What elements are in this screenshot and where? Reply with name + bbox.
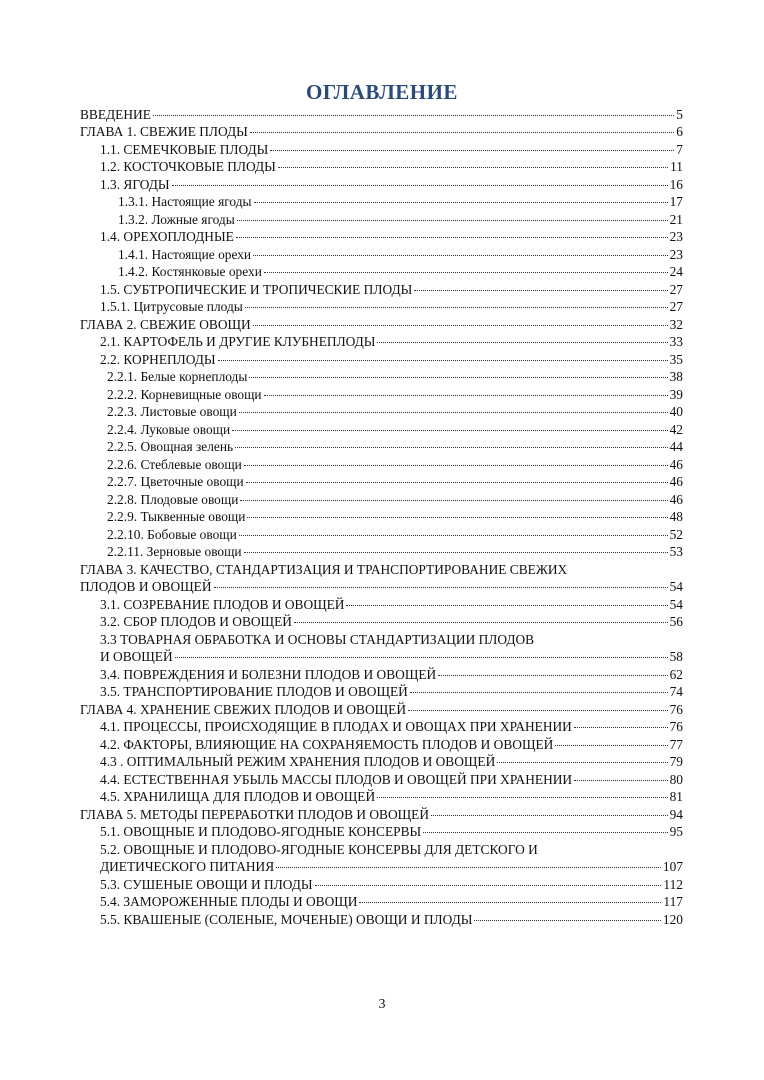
toc-entry[interactable]: [80, 647, 683, 665]
page-title: ОГЛАВЛЕНИЕ: [306, 80, 458, 104]
toc-entry-page: 79: [669, 754, 683, 769]
dot-leader: [247, 516, 667, 518]
toc-entry-first-line: 5.2. ОВОЩНЫЕ И ПЛОДОВО-ЯГОДНЫЕ КОНСЕРВЫ ДЛЯ ДЕТСКОГО И: [100, 841, 538, 857]
toc-entry[interactable]: [80, 349, 683, 367]
toc-entry[interactable]: [80, 524, 683, 542]
toc-entry[interactable]: [80, 139, 683, 157]
dot-leader: [431, 814, 668, 816]
toc-entry-title: И ОВОЩЕЙ: [100, 649, 173, 664]
toc-entry[interactable]: [80, 174, 683, 192]
table-of-contents: [80, 104, 683, 927]
dot-leader: [214, 586, 668, 588]
toc-entry-title: ВВЕДЕНИЕ: [80, 106, 151, 122]
toc-entry-title: 2.2.1. Белые корнеплоды: [107, 369, 248, 384]
toc-entry-first-line: 3.3 ТОВАРНАЯ ОБРАБОТКА И ОСНОВЫ СТАНДАРТИЗАЦИИ ПЛОДОВ: [100, 631, 535, 647]
toc-entry-page: 35: [669, 351, 683, 367]
toc-entry-title: 5.1. ОВОЩНЫЕ И ПЛОДОВО-ЯГОДНЫЕ КОНСЕРВЫ: [100, 824, 422, 839]
dot-leader: [153, 114, 674, 116]
dot-leader: [346, 604, 667, 606]
dot-leader: [359, 901, 661, 903]
toc-entry-title: 1.3.2. Ложные ягоды: [118, 211, 235, 227]
toc-entry-page: 76: [669, 719, 683, 734]
toc-entry-page: 54: [669, 579, 683, 594]
toc-entry-page: 27: [669, 299, 683, 314]
toc-entry[interactable]: [80, 437, 683, 455]
toc-entry[interactable]: [80, 262, 683, 280]
toc-entry-title: 5.5. КВАШЕНЫЕ (СОЛЕНЫЕ, МОЧЕНЫЕ) ОВОЩИ И ПЛОДЫ: [100, 911, 473, 927]
toc-entry[interactable]: [80, 297, 683, 315]
toc-entry[interactable]: [80, 419, 683, 437]
dot-leader: [245, 306, 668, 308]
dot-leader: [253, 254, 668, 256]
dot-leader: [264, 394, 668, 396]
toc-entry-page: 80: [669, 771, 683, 787]
dot-leader: [574, 779, 668, 781]
toc-entry-title: 1.3.1. Настоящие ягоды: [118, 194, 252, 209]
toc-entry-page: 120: [662, 911, 683, 927]
dot-leader: [236, 236, 668, 238]
toc-entry-title: 2.2.11. Зерновые овощи: [107, 544, 242, 559]
dot-leader: [237, 219, 668, 221]
toc-entry-title: 2.2.6. Стеблевые овощи: [107, 456, 242, 472]
dot-leader: [218, 359, 668, 361]
toc-entry-page: 46: [669, 491, 683, 507]
toc-entry[interactable]: [80, 734, 683, 752]
toc-entry-title: 2.2.5. Овощная зелень: [107, 439, 234, 454]
toc-entry[interactable]: [80, 454, 683, 472]
toc-entry-page: 76: [669, 701, 683, 717]
toc-entry[interactable]: [80, 122, 683, 140]
dot-leader: [555, 744, 667, 746]
toc-entry-page: 74: [669, 684, 683, 699]
toc-entry-title: ПЛОДОВ И ОВОЩЕЙ: [80, 579, 212, 594]
toc-entry[interactable]: [80, 699, 683, 717]
toc-entry-title: 2.2.4. Луковые овощи: [107, 421, 231, 437]
toc-entry-title: 1.4.2. Костянковые орехи: [118, 264, 262, 279]
toc-entry-title: 2.2. КОРНЕПЛОДЫ: [100, 351, 216, 367]
toc-entry[interactable]: [80, 822, 683, 840]
toc-entry-page: 95: [669, 824, 683, 839]
toc-entry-title: 2.2.9. Тыквенные овощи: [107, 509, 246, 524]
dot-leader: [232, 429, 667, 431]
toc-entry-title: 3.5. ТРАНСПОРТИРОВАНИЕ ПЛОДОВ И ОВОЩЕЙ: [100, 684, 408, 699]
dot-leader: [408, 709, 668, 711]
toc-entry-title: 3.1. СОЗРЕВАНИЕ ПЛОДОВ И ОВОЩЕЙ: [100, 596, 345, 612]
dot-leader: [270, 149, 674, 151]
toc-entry[interactable]: [80, 314, 683, 332]
toc-entry-page: 54: [669, 596, 683, 612]
toc-entry[interactable]: [80, 717, 683, 735]
toc-entry-title: 2.2.10. Бобовые овощи: [107, 526, 237, 542]
toc-entry[interactable]: [80, 752, 683, 770]
toc-entry-title: ГЛАВА 1. СВЕЖИЕ ПЛОДЫ: [80, 124, 248, 139]
toc-entry-title: ГЛАВА 2. СВЕЖИЕ ОВОЩИ: [80, 316, 251, 332]
toc-entry-title: 1.3. ЯГОДЫ: [100, 176, 170, 192]
toc-entry[interactable]: [80, 769, 683, 787]
dot-leader: [276, 866, 661, 868]
toc-entry-page: 7: [676, 141, 683, 157]
toc-entry-page: 44: [669, 439, 683, 454]
toc-entry-title: 5.3. СУШЕНЫЕ ОВОЩИ И ПЛОДЫ: [100, 876, 313, 892]
toc-entry-page: 112: [663, 876, 683, 892]
toc-entry-title: 4.3 . ОПТИМАЛЬНЫЙ РЕЖИМ ХРАНЕНИЯ ПЛОДОВ И ОВОЩЕЙ: [100, 754, 496, 769]
dot-leader: [438, 674, 667, 676]
toc-entry[interactable]: [80, 402, 683, 420]
dot-leader: [497, 761, 667, 763]
toc-entry-title: 1.4. ОРЕХОПЛОДНЫЕ: [100, 229, 234, 244]
toc-entry[interactable]: [80, 892, 683, 910]
dot-leader: [574, 726, 668, 728]
toc-entry-page: 94: [669, 806, 683, 822]
toc-entry[interactable]: [80, 367, 683, 385]
toc-entry-title: 2.2.2. Корневищные овощи: [107, 386, 262, 402]
dot-leader: [246, 481, 668, 483]
toc-entry-title: 4.1. ПРОЦЕССЫ, ПРОИСХОДЯЩИЕ В ПЛОДАХ И ОВОЩАХ ПРИ ХРАНЕНИИ: [100, 719, 572, 734]
toc-entry-title: ДИЕТИЧЕСКОГО ПИТАНИЯ: [100, 859, 275, 874]
toc-entry-page: 40: [669, 404, 683, 419]
dot-leader: [377, 341, 667, 343]
toc-entry[interactable]: [80, 507, 683, 525]
dot-leader: [240, 499, 667, 501]
toc-entry[interactable]: [80, 612, 683, 630]
toc-entry-page: 53: [669, 544, 683, 559]
toc-entry[interactable]: [80, 787, 683, 805]
toc-entry-page: 117: [663, 894, 683, 909]
dot-leader: [239, 534, 668, 536]
toc-entry-page: 77: [669, 736, 683, 752]
dot-leader: [175, 656, 668, 658]
dot-leader: [172, 184, 668, 186]
dot-leader: [244, 551, 668, 553]
toc-entry-title: 1.5. СУБТРОПИЧЕСКИЕ И ТРОПИЧЕСКИЕ ПЛОДЫ: [100, 281, 413, 297]
toc-entry[interactable]: [80, 209, 683, 227]
toc-entry-first-line: ГЛАВА 3. КАЧЕСТВО, СТАНДАРТИЗАЦИЯ И ТРАНСПОРТИРОВАНИЕ СВЕЖИХ: [80, 561, 568, 577]
toc-entry-title: 1.4.1. Настоящие орехи: [118, 246, 252, 262]
dot-leader: [244, 464, 668, 466]
toc-entry-page: 107: [662, 859, 683, 874]
dot-leader: [278, 166, 668, 168]
toc-entry-title: 5.4. ЗАМОРОЖЕННЫЕ ПЛОДЫ И ОВОЩИ: [100, 894, 358, 909]
toc-entry-title: ГЛАВА 4. ХРАНЕНИЕ СВЕЖИХ ПЛОДОВ И ОВОЩЕЙ: [80, 701, 406, 717]
toc-entry-title: 2.1. КАРТОФЕЛЬ И ДРУГИЕ КЛУБНЕПЛОДЫ: [100, 334, 376, 349]
toc-entry[interactable]: [80, 384, 683, 402]
dot-leader: [377, 796, 668, 798]
toc-entry-page: 27: [669, 281, 683, 297]
toc-entry[interactable]: [80, 279, 683, 297]
toc-entry-title: 2.2.3. Листовые овощи: [107, 404, 237, 419]
toc-entry-page: 39: [669, 386, 683, 402]
toc-entry[interactable]: [80, 804, 683, 822]
toc-entry-title: ГЛАВА 5. МЕТОДЫ ПЕРЕРАБОТКИ ПЛОДОВ И ОВОЩЕЙ: [80, 806, 429, 822]
toc-entry-page: 42: [669, 421, 683, 437]
toc-entry[interactable]: [80, 244, 683, 262]
toc-entry-title: 4.4. ЕСТЕСТВЕННАЯ УБЫЛЬ МАССЫ ПЛОДОВ И ОВОЩЕЙ ПРИ ХРАНЕНИИ: [100, 771, 573, 787]
toc-entry-page: 46: [669, 474, 683, 489]
dot-leader: [253, 324, 668, 326]
toc-entry-page: 58: [669, 649, 683, 664]
toc-entry[interactable]: [80, 682, 683, 700]
toc-entry-page: 23: [669, 246, 683, 262]
toc-entry-page: 46: [669, 456, 683, 472]
toc-entry-page: 62: [669, 666, 683, 682]
toc-entry-page: 16: [669, 176, 683, 192]
dot-leader: [264, 271, 668, 273]
dot-leader: [239, 411, 668, 413]
toc-entry[interactable]: [80, 542, 683, 560]
dot-leader: [250, 131, 675, 133]
toc-entry[interactable]: [80, 664, 683, 682]
page-number: 3: [378, 997, 386, 1012]
dot-leader: [294, 621, 668, 623]
toc-entry-page: 24: [669, 264, 683, 279]
toc-entry[interactable]: [80, 157, 683, 175]
toc-entry[interactable]: [80, 104, 683, 122]
toc-entry-title: 2.2.8. Плодовые овощи: [107, 491, 239, 507]
toc-entry[interactable]: [80, 857, 683, 875]
toc-entry-title: 1.1. СЕМЕЧКОВЫЕ ПЛОДЫ: [100, 141, 269, 157]
toc-entry[interactable]: [80, 472, 683, 490]
dot-leader: [410, 691, 668, 693]
toc-entry-page: 5: [676, 106, 683, 122]
dot-leader: [414, 289, 667, 291]
dot-leader: [235, 446, 667, 448]
dot-leader: [315, 884, 662, 886]
toc-entry-title: 4.5. ХРАНИЛИЩА ДЛЯ ПЛОДОВ И ОВОЩЕЙ: [100, 789, 376, 804]
toc-entry-page: 6: [676, 124, 683, 139]
toc-entry[interactable]: [80, 594, 683, 612]
toc-entry-page: 23: [669, 229, 683, 244]
toc-entry-title: 4.2. ФАКТОРЫ, ВЛИЯЮЩИЕ НА СОХРАНЯЕМОСТЬ ПЛОДОВ И ОВОЩЕЙ: [100, 736, 554, 752]
toc-entry[interactable]: [80, 227, 683, 245]
toc-entry[interactable]: [80, 192, 683, 210]
toc-entry-page: 33: [669, 334, 683, 349]
toc-entry-page: 56: [669, 614, 683, 629]
dot-leader: [249, 376, 667, 378]
toc-entry-page: 21: [669, 211, 683, 227]
toc-entry-page: 17: [669, 194, 683, 209]
dot-leader: [474, 919, 661, 921]
dot-leader: [423, 831, 667, 833]
toc-entry-page: 52: [669, 526, 683, 542]
toc-entry-title: 3.4. ПОВРЕЖДЕНИЯ И БОЛЕЗНИ ПЛОДОВ И ОВОЩЕЙ: [100, 666, 437, 682]
toc-entry[interactable]: [80, 577, 683, 595]
toc-entry-page: 38: [669, 369, 683, 384]
toc-entry-page: 48: [669, 509, 683, 524]
toc-entry-page: 32: [669, 316, 683, 332]
toc-entry-title: 3.2. СБОР ПЛОДОВ И ОВОЩЕЙ: [100, 614, 292, 629]
toc-entry[interactable]: [80, 332, 683, 350]
toc-entry-title: 1.2. КОСТОЧКОВЫЕ ПЛОДЫ: [100, 159, 276, 174]
toc-entry-page: 11: [670, 159, 683, 174]
dot-leader: [254, 201, 668, 203]
toc-entry-page: 81: [669, 789, 683, 804]
toc-entry-title: 2.2.7. Цветочные овощи: [107, 474, 244, 489]
toc-entry[interactable]: [80, 874, 683, 892]
toc-entry-title: 1.5.1. Цитрусовые плоды: [100, 299, 243, 314]
toc-entry[interactable]: [80, 489, 683, 507]
toc-entry[interactable]: [80, 909, 683, 927]
